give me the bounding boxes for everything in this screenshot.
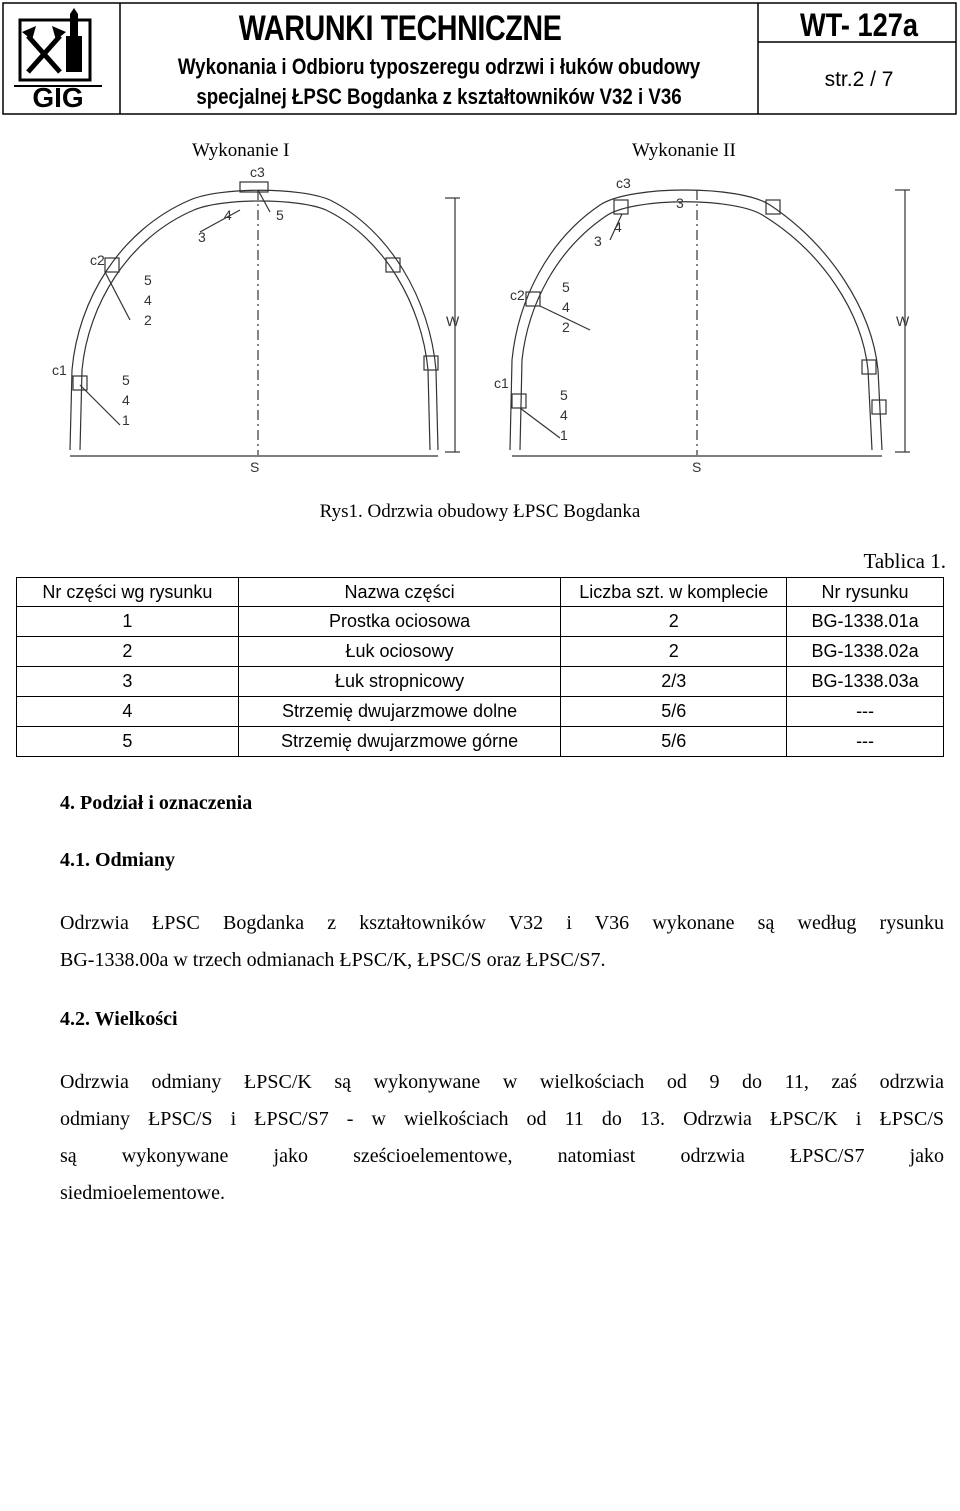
label-c2-1: c2 [90, 252, 105, 268]
arch-drawing [0, 160, 960, 490]
table-header-cell: Nazwa części [238, 578, 561, 607]
label-c1-1: c1 [52, 362, 67, 378]
label-c3-2: c3 [616, 175, 631, 191]
table-header-cell: Liczba szt. w komplecie [561, 578, 787, 607]
document-subtitle-line1: Wykonania i Odbioru typoszeregu odrzwi i łuków obudowy [177, 54, 701, 79]
table-cell: Strzemię dwujarzmowe dolne [238, 697, 561, 727]
label-4-mid-2: 4 [562, 299, 570, 315]
table-cell: --- [787, 727, 944, 757]
label-c1-2: c1 [494, 375, 509, 391]
paragraph-line: odmiany ŁPSC/S i ŁPSC/S7 - w wielkościach od 11 do 13. Odrzwia ŁPSC/K i ŁPSC/S [60, 1108, 944, 1130]
table-row [17, 607, 944, 637]
table-cell: 2 [561, 607, 787, 637]
label-4-low-1: 4 [122, 392, 130, 408]
variant-1-label: Wykonanie I [192, 140, 290, 161]
document-title: WARUNKI TECHNICZNE [238, 9, 562, 48]
table-cell: Strzemię dwujarzmowe górne [238, 727, 561, 757]
table-cell: 2 [17, 637, 239, 667]
paragraph-line: są wykonywane jako sześcioelementowe, natomiast odrzwia ŁPSC/S7 jako [60, 1145, 944, 1167]
document-code: WT- 127a [800, 7, 918, 43]
label-3-1: 3 [198, 229, 206, 245]
variant-2-label: Wykonanie II [632, 140, 736, 161]
logo-text: GIG [32, 82, 84, 113]
table-cell: 2/3 [561, 667, 787, 697]
table-cell: 5 [17, 727, 239, 757]
section-4-1-paragraph [60, 905, 944, 979]
table-row [17, 727, 944, 757]
table-cell: Łuk stropnicowy [238, 667, 561, 697]
table-header-cell: Nr części wg rysunku [17, 578, 239, 607]
table-cell: 5/6 [561, 727, 787, 757]
label-s-2: S [692, 459, 702, 475]
section-4-heading: 4. Podział i oznaczenia [60, 792, 253, 814]
label-5-mid-2: 5 [562, 279, 570, 295]
section-4-2-heading: 4.2. Wielkości [60, 1008, 178, 1030]
label-5-low-1: 5 [122, 372, 130, 388]
parts-table [16, 577, 944, 757]
table-cell: 5/6 [561, 697, 787, 727]
table-cell: 2 [561, 637, 787, 667]
label-4-top-1: 4 [224, 207, 232, 223]
table-cell: 1 [17, 607, 239, 637]
table-cell: BG-1338.02a [787, 637, 944, 667]
label-5-top-1: 5 [276, 207, 284, 223]
table-cell: Łuk ociosowy [238, 637, 561, 667]
gig-logo [10, 6, 106, 112]
paragraph-line: Odrzwia odmiany ŁPSC/K są wykonywane w wielkościach od 9 do 11, zaś odrzwia [60, 1071, 944, 1093]
label-4-top-2: 4 [614, 219, 622, 235]
table-cell: BG-1338.01a [787, 607, 944, 637]
table-cell: BG-1338.03a [787, 667, 944, 697]
figure-caption: Rys1. Odrzwia obudowy ŁPSC Bogdanka [319, 501, 641, 522]
table-row [17, 697, 944, 727]
table-row [17, 667, 944, 697]
label-w-2: W [896, 313, 910, 329]
label-2-2: 2 [562, 319, 570, 335]
arch-2-inner [520, 202, 872, 450]
label-1-1: 1 [122, 412, 130, 428]
table-cell: 3 [17, 667, 239, 697]
label-c2-2: c2 [510, 287, 525, 303]
label-3-2: 3 [594, 233, 602, 249]
label-4-mid-1: 4 [144, 292, 152, 308]
table-cell: 4 [17, 697, 239, 727]
table-cell: --- [787, 697, 944, 727]
label-1-2: 1 [560, 427, 568, 443]
document-subtitle-line2: specjalnej ŁPSC Bogdanka z kształtowników V32 i V36 [196, 84, 682, 109]
table-header-cell: Nr rysunku [787, 578, 944, 607]
label-w-1: W [446, 313, 460, 329]
paragraph-line: siedmioelementowe. [60, 1182, 225, 1204]
label-4-low-2: 4 [560, 407, 568, 423]
section-4-2-paragraph [60, 1064, 944, 1212]
label-5-mid-1: 5 [144, 272, 152, 288]
table-cell: Prostka ociosowa [238, 607, 561, 637]
page-number: str.2 / 7 [824, 68, 894, 91]
label-5-low-2: 5 [560, 387, 568, 403]
document-header [2, 2, 956, 114]
table-row [17, 637, 944, 667]
paragraph-line: BG-1338.00a w trzech odmianach ŁPSC/K, ŁPSC/S oraz ŁPSC/S7. [60, 949, 606, 971]
label-s-1: S [250, 459, 260, 475]
paragraph-line: Odrzwia ŁPSC Bogdanka z kształtowników V32 i V36 wykonane są według rysunku [60, 912, 944, 934]
table-header-row [17, 578, 944, 607]
label-2-1: 2 [144, 312, 152, 328]
section-4-1-heading: 4.1. Odmiany [60, 849, 176, 871]
label-3-top-2: 3 [676, 195, 684, 211]
table-caption: Tablica 1. [863, 549, 946, 573]
label-c3-1: c3 [250, 164, 265, 180]
